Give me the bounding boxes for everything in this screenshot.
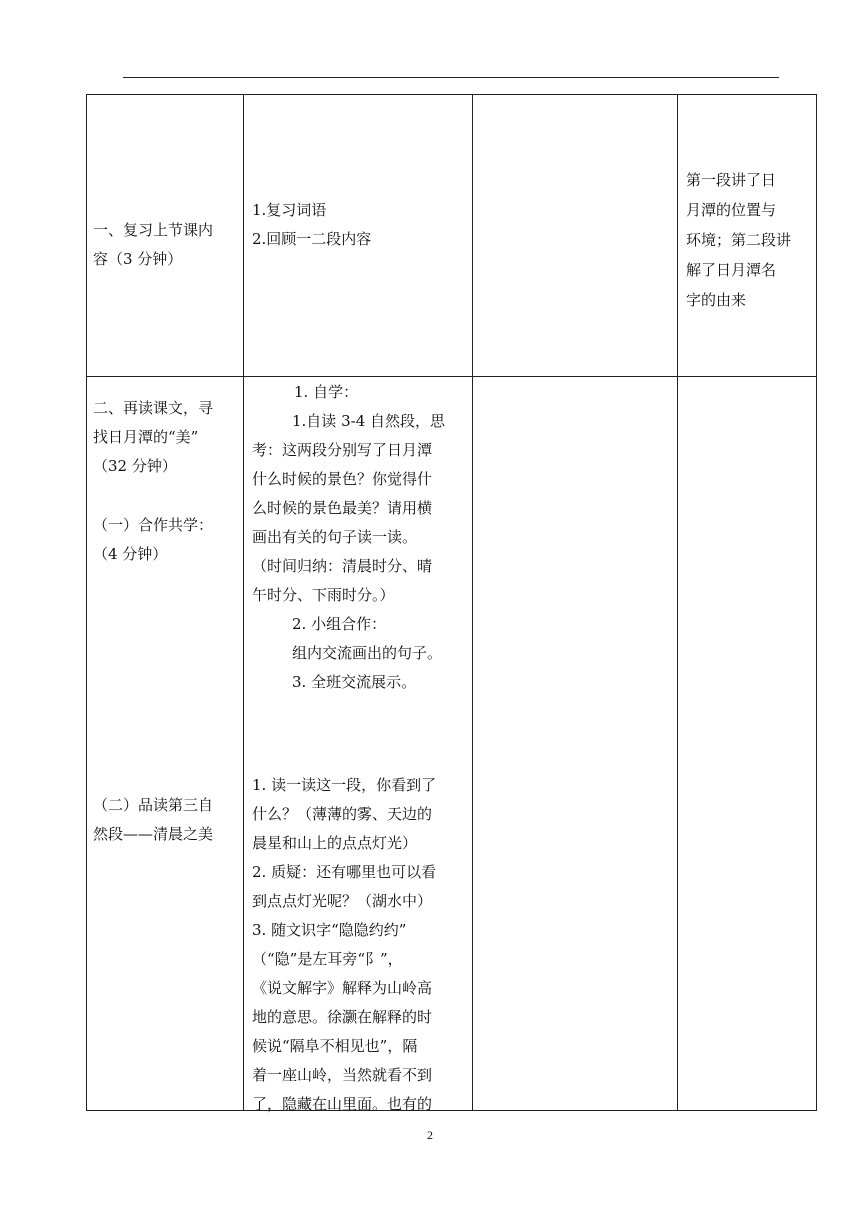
section-line: （一）合作共学： bbox=[93, 516, 214, 534]
section-line: 然段——清晨之美 bbox=[93, 825, 214, 843]
reading-line: 地的意思。徐灏在解释的时 bbox=[252, 1008, 433, 1026]
header-rule bbox=[123, 77, 779, 78]
reading-line: 2. 质疑：还有哪里也可以看 bbox=[252, 863, 437, 881]
reading-line: 1. 读一读这一段，你看到了 bbox=[252, 776, 437, 794]
section-line: 一、复习上节课内 bbox=[93, 221, 214, 239]
notes-cell bbox=[678, 377, 817, 1111]
reading-line: 3. 随文识字“隐隐约约” bbox=[252, 921, 407, 939]
section-line: 容（3 分钟） bbox=[93, 250, 183, 268]
step-title: 2. 小组合作： bbox=[292, 615, 387, 633]
table-row bbox=[87, 95, 817, 377]
table-row bbox=[87, 377, 817, 1111]
step-line: 1.自读 3-4 自然段，思 bbox=[292, 412, 446, 430]
step-line: 什么时候的景色？你觉得什 bbox=[252, 470, 433, 488]
step-line: 画出有关的句子读一读。 bbox=[252, 528, 418, 546]
section-cell bbox=[87, 377, 244, 1111]
reading-line: 什么？（薄薄的雾、天边的 bbox=[252, 805, 433, 823]
step-line: 午时分、下雨时分。） bbox=[252, 586, 395, 604]
step-line: 么时候的景色最美？请用横 bbox=[252, 499, 433, 517]
section-line: （32 分钟） bbox=[93, 457, 177, 475]
reading-line: （“隐”是左耳旁“阝”， bbox=[252, 950, 403, 968]
section-line: （4 分钟） bbox=[93, 545, 168, 563]
section-line: （二）品读第三自 bbox=[93, 796, 214, 814]
step-title: 3. 全班交流展示。 bbox=[292, 673, 417, 691]
student-activity-cell bbox=[473, 95, 678, 377]
reading-line: 候说“隔阜不相见也”，隔 bbox=[252, 1037, 418, 1055]
activity-cell bbox=[244, 95, 473, 377]
step-title: 1. 自学： bbox=[294, 383, 359, 401]
step-line: 组内交流画出的句子。 bbox=[292, 644, 443, 662]
notes-line: 环境；第二段讲 bbox=[686, 231, 792, 249]
reading-line: 到点点灯光呢？（湖水中） bbox=[252, 892, 433, 910]
student-activity-cell bbox=[473, 377, 678, 1111]
notes-cell bbox=[678, 95, 817, 377]
section-cell bbox=[87, 95, 244, 377]
step-line: 考：这两段分别写了日月潭 bbox=[252, 441, 433, 459]
section-line: 二、再读课文，寻 bbox=[93, 399, 214, 417]
notes-line: 月潭的位置与 bbox=[686, 201, 777, 219]
step-line: （时间归纳：清晨时分、晴 bbox=[252, 557, 433, 575]
reading-line: 着一座山岭，当然就看不到 bbox=[252, 1066, 433, 1084]
notes-line: 解了日月潭名 bbox=[686, 261, 777, 279]
lesson-plan-table bbox=[86, 94, 817, 1111]
reading-line: 晨星和山上的点点灯光） bbox=[252, 834, 418, 852]
notes-line: 字的由来 bbox=[686, 291, 747, 309]
section-line: 找日月潭的“美” bbox=[93, 428, 199, 446]
notes-line: 第一段讲了日 bbox=[686, 171, 777, 189]
reading-line: 《说文解字》解释为山岭高 bbox=[252, 979, 433, 997]
activity-cell bbox=[244, 377, 473, 1111]
reading-line: 了，隐藏在山里面。也有的 bbox=[252, 1095, 433, 1113]
activity-line: 2.回顾一二段内容 bbox=[252, 230, 372, 248]
page-number: 2 bbox=[427, 1128, 433, 1142]
activity-line: 1.复习词语 bbox=[252, 201, 327, 219]
